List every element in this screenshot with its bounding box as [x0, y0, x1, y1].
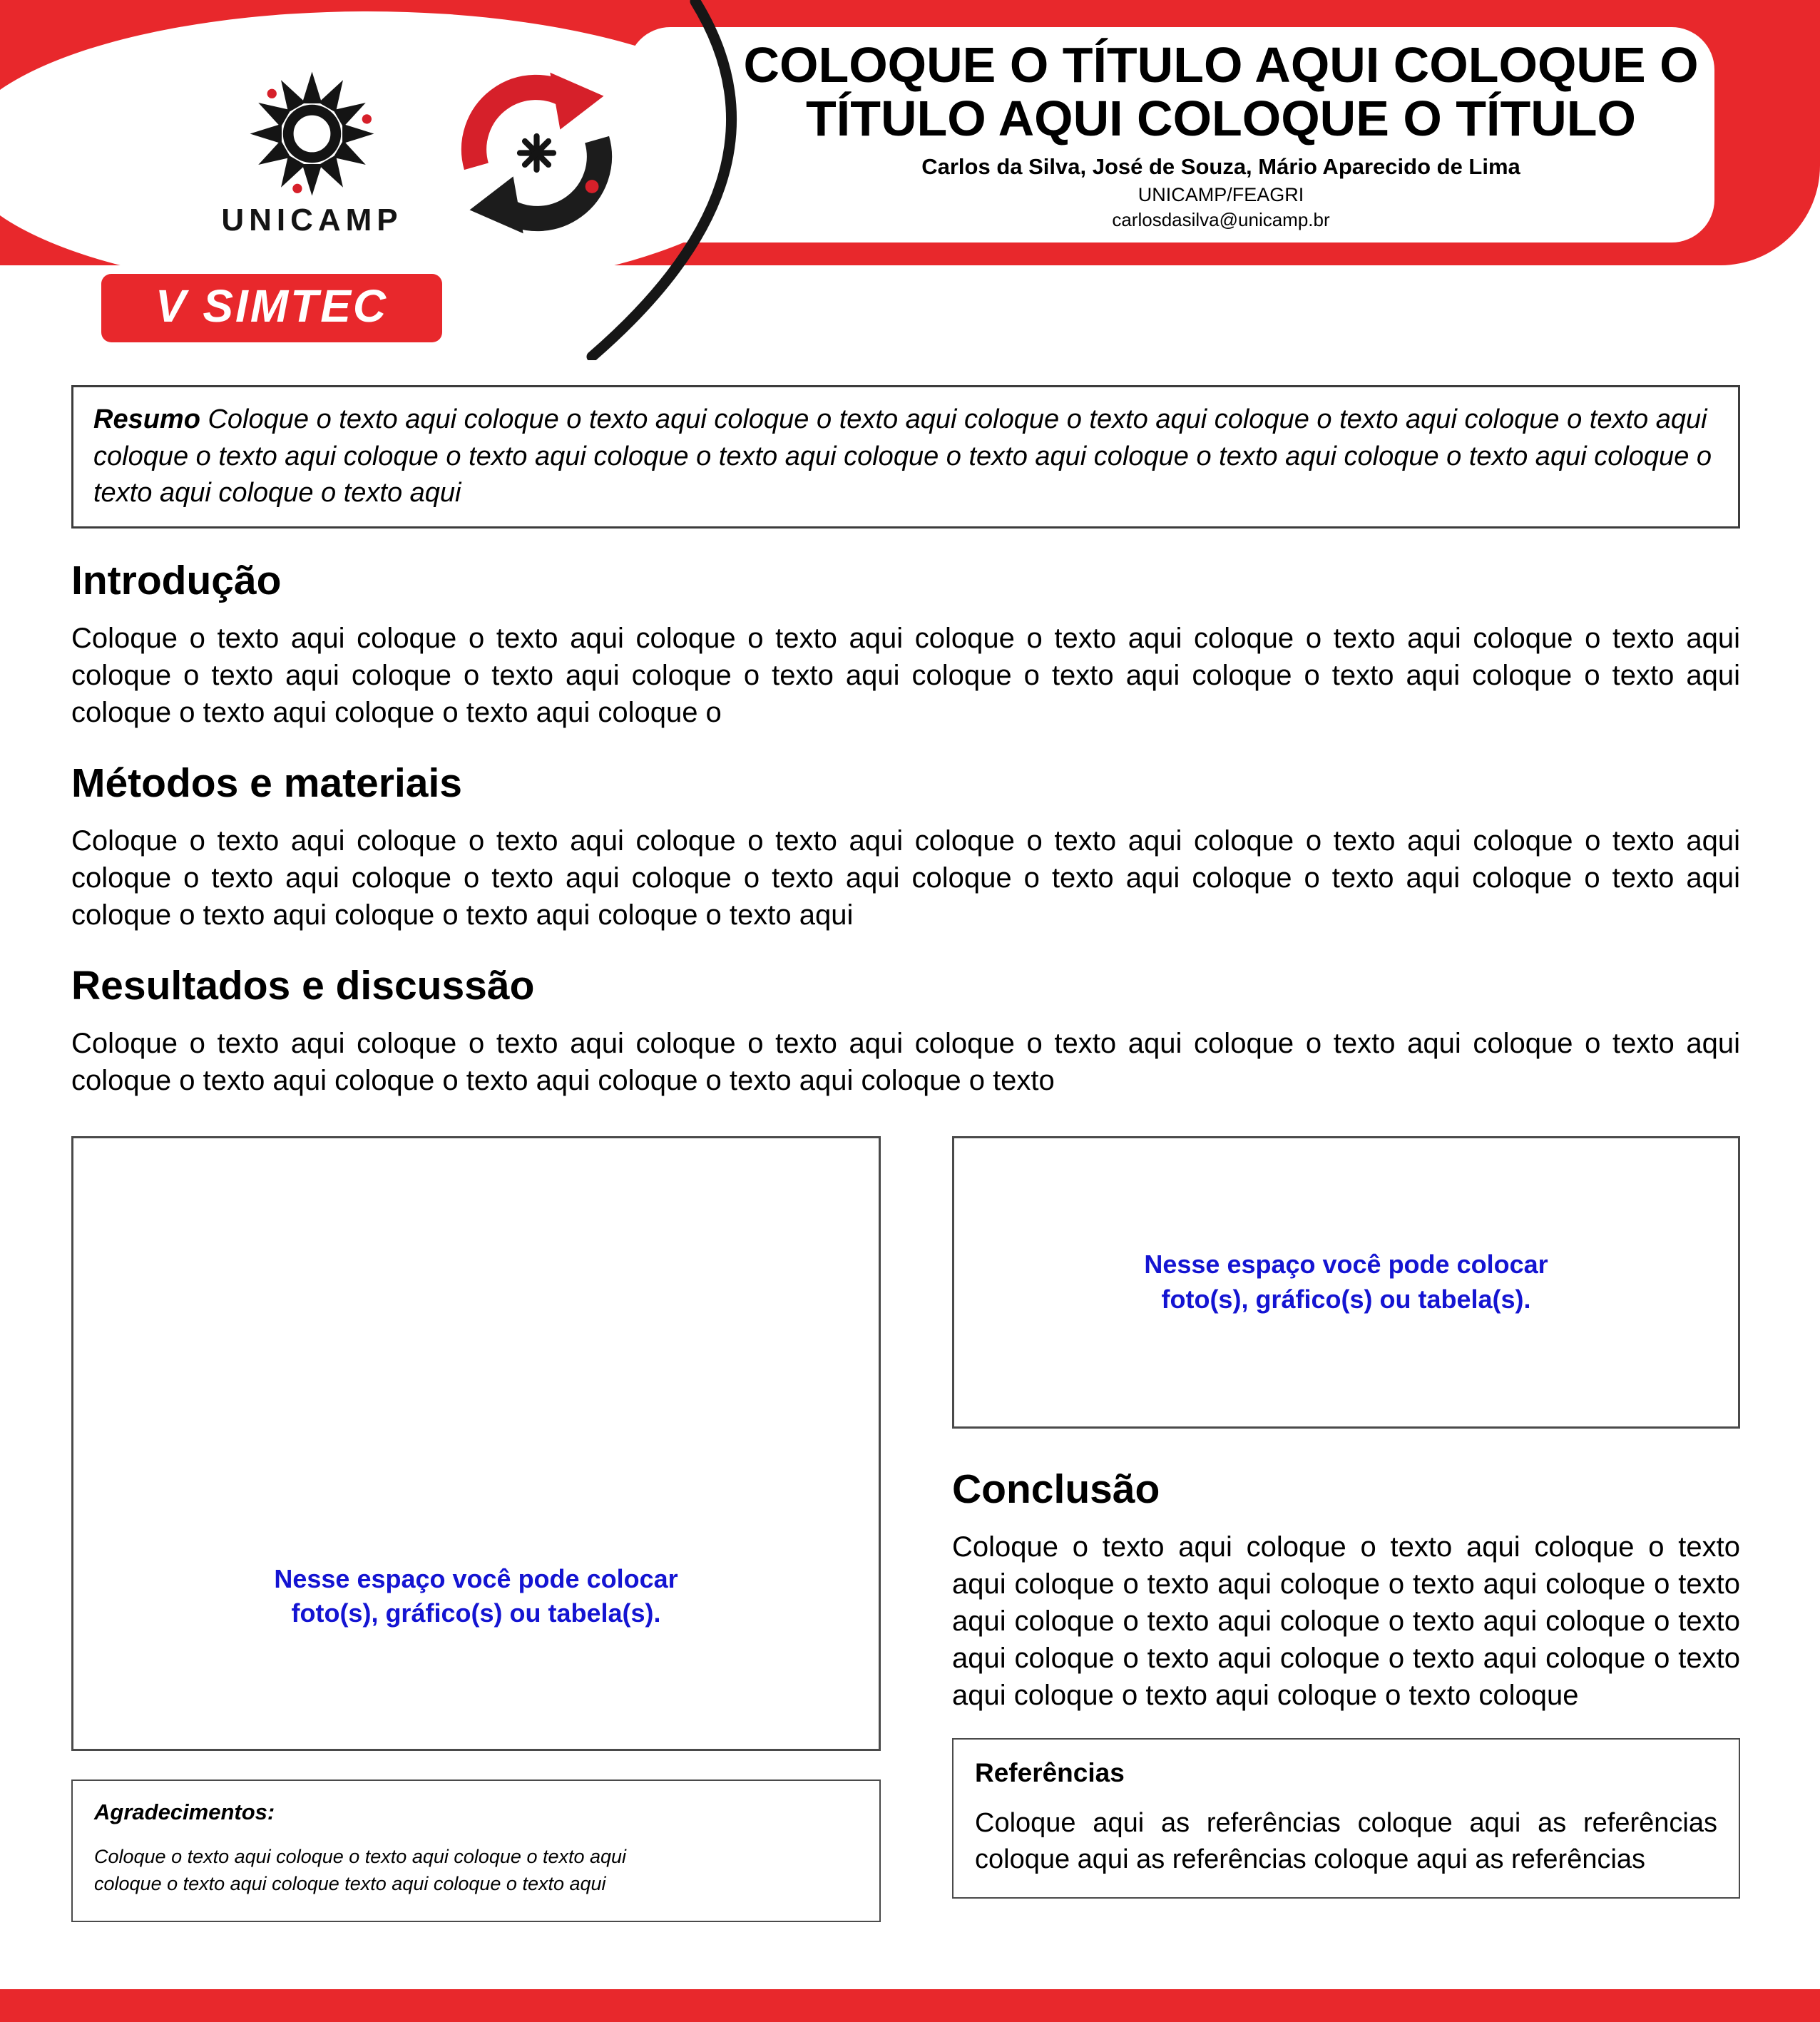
poster-header	[0, 0, 1820, 357]
figure-placeholder-right-text: Nesse espaço você pode colocar foto(s), gráfico(s) ou tabela(s).	[1144, 1250, 1548, 1314]
acknowledgements-heading: Agradecimentos:	[94, 1799, 275, 1825]
section-heading-resultados: Resultados e discussão	[71, 963, 535, 1009]
unicamp-logo	[221, 68, 402, 238]
right-column	[952, 1136, 1740, 1922]
abstract-paragraph	[93, 402, 1718, 512]
acknowledgements-box	[71, 1780, 881, 1922]
authors-line: Carlos da Silva, José de Souza, Mário Aparecido de Lima	[921, 153, 1520, 179]
poster-body	[0, 357, 1820, 1922]
affiliation-line: UNICAMP/FEAGRI	[1138, 183, 1304, 205]
abstract-text: Coloque o texto aqui coloque o texto aqui coloque o texto aqui coloque o texto aqui coloque o texto aqui coloque o texto aqui coloque o texto aqui coloque o texto aqui coloque o texto aqui coloque o texto aqui coloque o texto aqui coloque o texto aqui coloque o texto aqui coloque o texto aqui	[93, 404, 1712, 509]
simtec-event-badge: V SIMTEC	[101, 274, 442, 342]
references-box	[952, 1738, 1740, 1899]
title-panel	[628, 27, 1714, 242]
figure-placeholder-left	[71, 1136, 881, 1751]
section-text-introducao: Coloque o texto aqui coloque o texto aqui coloque o texto aqui coloque o texto aqui coloque o texto aqui coloque o texto aqui coloque o texto aqui coloque o texto aqui coloque o texto aqui coloque o texto aqui coloque o texto aqui coloque o texto aqui coloque o texto aqui coloque o texto aqui coloque o	[71, 623, 1740, 729]
section-text-resultados: Coloque o texto aqui coloque o texto aqui coloque o texto aqui coloque o texto aqui coloque o texto aqui coloque o texto aqui coloque o texto aqui coloque o texto aqui coloque o texto aqui coloque o texto	[71, 1028, 1740, 1097]
crescent-curve-icon	[567, 0, 752, 360]
section-heading-conclusao: Conclusão	[952, 1466, 1160, 1513]
section-text-metodos: Coloque o texto aqui coloque o texto aqui coloque o texto aqui coloque o texto aqui coloque o texto aqui coloque o texto aqui coloque o texto aqui coloque o texto aqui coloque o texto aqui coloque o texto aqui coloque o texto aqui coloque o texto aqui coloque o texto aqui coloque o texto aqui coloque o texto aqui	[71, 825, 1740, 931]
unicamp-sunburst-icon	[246, 68, 378, 200]
abstract-box	[71, 385, 1740, 529]
left-column	[71, 1136, 881, 1922]
references-heading: Referências	[975, 1758, 1125, 1788]
poster-title: COLOQUE O TÍTULO AQUI COLOQUE O TÍTULO AQUI COLOQUE O TÍTULO	[743, 37, 1699, 146]
section-heading-metodos: Métodos e materiais	[71, 760, 463, 807]
footer-red-bar	[0, 1989, 1820, 2022]
section-text-conclusao: Coloque o texto aqui coloque o texto aqui coloque o texto aqui coloque o texto aqui coloque o texto aqui coloque o texto aqui coloque o texto aqui coloque o texto aqui coloque o texto aqui coloque o texto aqui coloque o texto aqui coloque o texto aqui coloque o texto aqui coloque o texto coloque	[952, 1531, 1740, 1712]
two-column-area	[71, 1136, 1740, 1922]
figure-placeholder-right	[952, 1136, 1740, 1429]
acknowledgements-text: Coloque o texto aqui coloque o texto aqui coloque o texto aqui coloque o texto aqui coloque texto aqui coloque o texto aqui	[94, 1846, 627, 1894]
section-heading-introducao: Introdução	[71, 558, 282, 604]
abstract-label: Resumo	[93, 404, 200, 434]
unicamp-logo-text: UNICAMP	[221, 202, 403, 238]
email-line: carlosdasilva@unicamp.br	[1112, 208, 1330, 230]
figure-placeholder-left-text: Nesse espaço você pode colocar foto(s), gráfico(s) ou tabela(s).	[274, 1563, 678, 1628]
references-text: Coloque aqui as referências coloque aqui as referências coloque aqui as referências coloque aqui as referências	[975, 1808, 1717, 1875]
